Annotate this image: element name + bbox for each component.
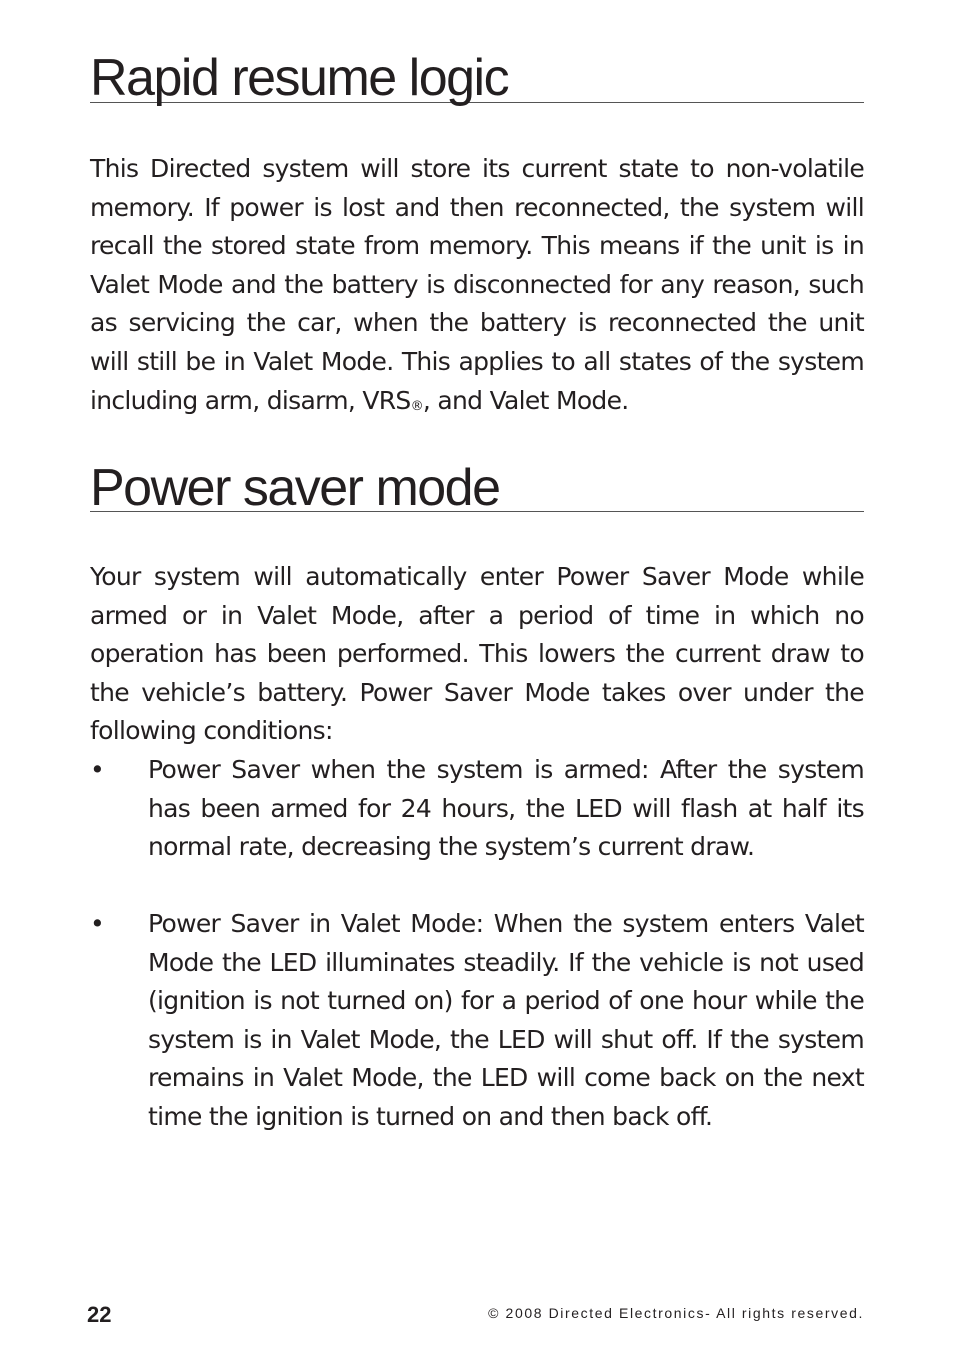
body-paragraph: Your system will automatically enter Power Saver Mode while armed or in Valet Mode, after a period of time in which no operation has been performed. This lowers the current draw to the vehicle’s battery. Power Saver Mode takes over under the following conditions: [90,562,864,746]
section-title: Rapid resume logic [90,49,509,107]
copyright-notice: © 2008 Directed Electronics- All rights reserved. [488,1305,864,1321]
power-saver-intro [90,558,864,751]
body-paragraph [90,150,864,420]
heading-rule [90,49,864,107]
page-number: 22 [87,1302,112,1327]
heading-power-saver [90,459,864,517]
bullet-icon: • [90,909,105,938]
bullet-icon: • [90,755,105,784]
section-title: Power saver mode [90,459,500,517]
rapid-resume-paragraph [90,150,864,420]
registered-mark: ® [410,398,423,414]
list-item-text: Power Saver in Valet Mode: When the system enters Valet Mode the LED illuminates steadily. If the vehicle is not used (ignition is not turned on) for a period of one hour while the system is in Valet Mode, the LED will shut off. If the system remains in Valet Mode, the LED will come back on the next time the ignition is turned on and then back off. [148,909,864,1131]
list-item-text: Power Saver when the system is armed: After the system has been armed for 24 hours, the LED will flash at half its normal rate, decreasing the system’s current draw. [148,755,864,862]
paragraph-text-end: , and Valet Mode. [422,385,629,415]
paragraph-text: This Directed system will store its current state to non-volatile memory. If power is lost and then reconnected, the system will recall the stored state from memory. This means if the unit is in Valet Mode and the battery is disconnected for any reason, such as servicing the car, when the battery is reconnected the unit will still be in Valet Mode. This applies to all states of the system including arm, disarm, VRS [90,154,864,415]
heading-rapid-resume [90,49,864,107]
heading-rule [90,459,864,517]
